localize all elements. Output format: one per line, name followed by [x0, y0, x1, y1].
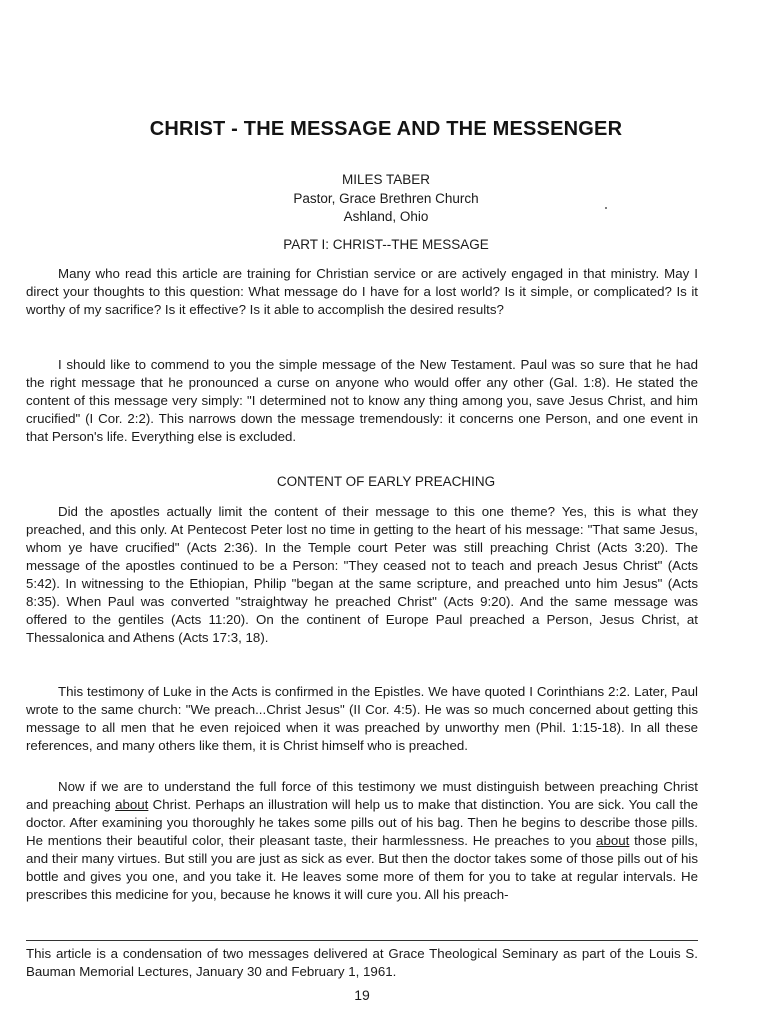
- paragraph-5-text-c: those pills, and their many virtues. But still you are just as sick as ever. But then the doctor takes some of those pills out of his bottle and gives you one, and you take it. He leaves some more of them for you to take at regular intervals. He prescribes this medicine for you, because he knows it will cure you. All his preach-: [26, 833, 698, 902]
- part-heading: PART I: CHRIST--THE MESSAGE: [283, 237, 489, 252]
- article-title: CHRIST - THE MESSAGE AND THE MESSENGER: [149, 118, 623, 140]
- paragraph-2: I should like to commend to you the simple message of the New Testament. Paul was so sure that he had the right message that he pronounced a curse on anyone who would offer any other (Gal. 1:8). He stated the content of this message very simply: "I determined not to know any thing among you, save Jesus Christ, and him crucified" (I Cor. 2:2). This narrows down the message tremendously: it concerns one Person, and one event in that Person's life. Everything else is excluded.: [26, 357, 698, 444]
- paragraph-1: Many who read this article are training for Christian service or are actively engaged in that ministry. May I direct your thoughts to this question: What message do I have for a lost world? Is it simple, or complicated? Is it worthy of my sacrifice? Is it effective? Is it able to accomplish the desired results?: [26, 266, 698, 317]
- footnote-divider: [26, 940, 698, 941]
- author-location: Ashland, Ohio: [343, 209, 429, 224]
- author-name: MILES TABER: [341, 172, 431, 187]
- paragraph-3: Did the apostles actually limit the content of their message to this one theme? Yes, this is what they preached, and this only. At Pentecost Peter lost no time in getting to the heart of his message: "That same Jesus, whom ye have crucified" (Acts 2:36). In the Temple court Peter was still preaching Christ (Acts 3:20). The message of the apostles continued to be a Person: "They ceased not to teach and preach Jesus Christ" (Acts 5:42). In witnessing to the Ethiopian, Philip "began at the same scripture, and preached unto him Jesus" (Acts 8:35). When Paul was converted "straightway he preached Christ" (Acts 9:20). And the same message was offered to the gentiles (Acts 11:20). On the continent of Europe Paul preached a Person, Jesus Christ, at Thessalonica and Athens (Acts 17:3, 18).: [26, 504, 698, 645]
- footnote: This article is a condensation of two messages delivered at Grace Theological Seminary as part of the Louis S. Bauman Memorial Lectures, January 30 and February 1, 1961.: [26, 946, 698, 979]
- underlined-word-about-2: about: [596, 833, 630, 848]
- paragraph-5-text-b: Christ. Perhaps an illustration will help us to make that distinction. You are sick. You call the doctor. After examining you thoroughly he takes some pills out of his bag. Then he begins to describe those pills. He mentions their beautiful color, their pleasant taste, their harmlessness. He preaches to you: [26, 797, 698, 848]
- section-heading: CONTENT OF EARLY PREACHING: [276, 474, 496, 489]
- paragraph-4: This testimony of Luke in the Acts is confirmed in the Epistles. We have quoted I Corinthians 2:2. Later, Paul wrote to the same church: "We preach...Christ Jesus" (II Cor. 4:5). He was so much concerned about getting this message to all men that he even rejoiced when it was preached by unworthy men (Phil. 1:15-18). In all these references, and many others like them, it is Christ himself who is preached.: [26, 684, 698, 753]
- underlined-word-about-1: about: [115, 797, 149, 812]
- page-number: 19: [354, 987, 370, 1003]
- author-role: Pastor, Grace Brethren Church: [293, 191, 479, 206]
- paragraph-5-text-a: Now if we are to understand the full force of this testimony we must distinguish between preaching Christ and preaching: [26, 779, 698, 812]
- paragraph-5: [26, 778, 698, 904]
- scan-speck: [605, 207, 607, 209]
